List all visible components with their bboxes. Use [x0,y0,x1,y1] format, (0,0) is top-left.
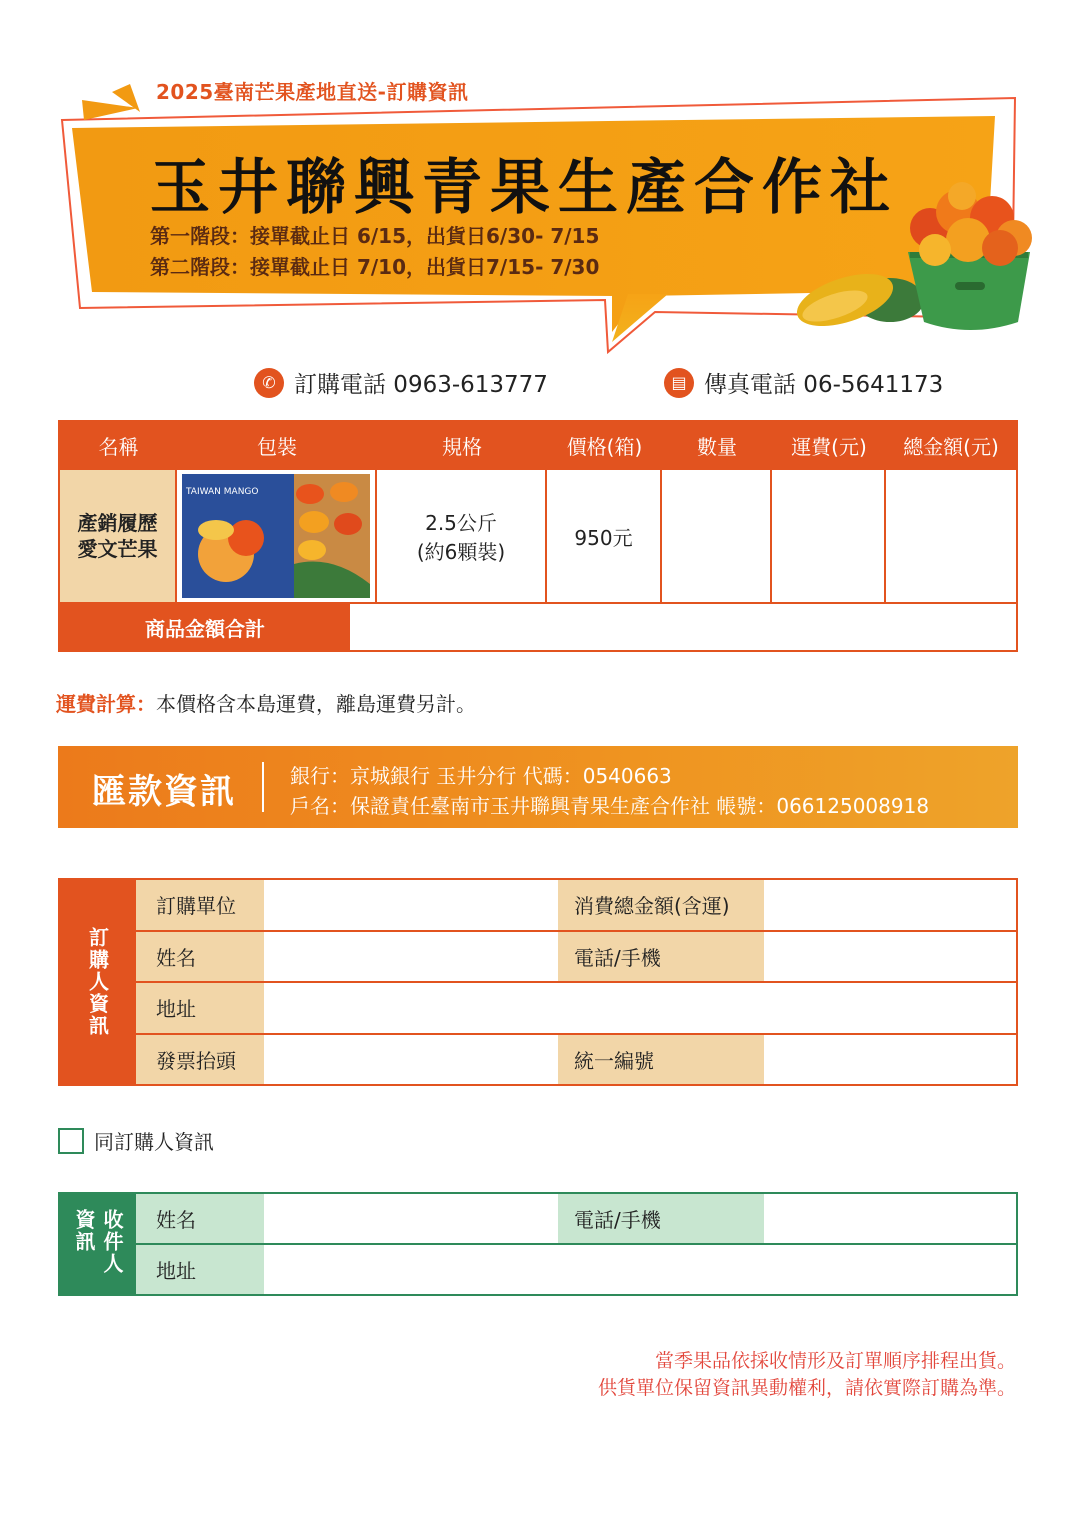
orderer-address-label: 地址 [136,983,264,1033]
column-header-shipping: 運費(元) [791,434,867,459]
recipient-section-label [60,1194,136,1294]
product-name-cell [60,470,177,602]
fax-icon: ▤ [664,368,694,398]
spec-line2: (約6顆裝) [416,540,506,564]
product-spec-cell [377,470,547,602]
bank-info-banner [58,746,1018,828]
form-row [136,1194,1016,1243]
recipient-section-text: 收件人資訊 [72,1209,124,1275]
shipping-fee-field[interactable] [772,470,886,602]
phase-2-schedule: 第二階段：接單截止日 7/10，出貨日7/15- 7/30 [150,255,600,279]
bank-account: 戶名：保證責任臺南市玉井聯興青果生產合作社 帳號：066125008918 [290,794,930,818]
order-total-field[interactable] [764,880,1016,930]
order-phone-text: 訂購電話 0963-613777 [294,372,548,398]
fax-phone [664,366,943,399]
orderer-name-label: 姓名 [136,932,264,982]
form-row [136,930,1016,982]
recipient-name-label: 姓名 [136,1194,264,1243]
bank-info-title: 匯款資訊 [92,772,236,812]
column-header-total: 總金額(元) [903,434,999,459]
order-total-label: 消費總金額(含運) [558,880,764,930]
same-as-orderer[interactable] [58,1126,214,1155]
tax-id-label: 統一編號 [558,1035,764,1085]
form-row [136,1243,1016,1294]
orderer-name-field[interactable] [264,932,558,982]
phone-icon: ✆ [254,368,284,398]
quantity-field[interactable] [662,470,772,602]
column-header-name: 名稱 [98,434,139,459]
subtotal-label: 商品金額合計 [60,604,350,650]
recipient-info-form [58,1192,1018,1296]
orderer-address-field[interactable] [264,983,1016,1033]
column-header-price: 價格(箱) [566,434,643,459]
column-header-quantity: 數量 [697,434,737,459]
spec-line1: 2.5公斤 [425,511,497,535]
form-row [136,880,1016,930]
shipping-note-label: 運費計算： [56,692,156,716]
same-as-label: 同訂購人資訊 [94,1130,214,1154]
recipient-address-label: 地址 [136,1245,264,1294]
orderer-phone-field[interactable] [764,932,1016,982]
bank-name-code: 銀行：京城銀行 玉井分行 代碼：0540663 [290,764,672,788]
product-name-line1: 產銷履歷 [77,511,158,535]
divider [262,762,264,812]
subtotal-row [60,602,1016,650]
eyebrow-title: 2025臺南芒果產地直送-訂購資訊 [156,80,469,104]
recipient-name-field[interactable] [264,1194,558,1243]
form-row [136,1033,1016,1085]
same-as-checkbox[interactable] [58,1128,84,1154]
product-package-image [177,470,377,602]
column-header-spec: 規格 [442,434,482,459]
form-row [136,981,1016,1033]
orderer-phone-label: 電話/手機 [558,932,764,982]
shipping-note-text: 本價格含本島運費，離島運費另計。 [156,692,476,716]
product-table-header [60,422,1016,468]
product-table [58,420,1018,652]
invoice-title-field[interactable] [264,1035,558,1085]
invoice-title-label: 發票抬頭 [136,1035,264,1085]
mango-box-photo [182,474,370,598]
recipient-phone-field[interactable] [764,1194,1016,1243]
total-amount-field[interactable] [886,470,1016,602]
product-name-line2: 愛文芒果 [77,537,158,561]
product-price-cell: 950元 [547,470,662,602]
phase-1-schedule: 第一階段：接單截止日 6/15，出貨日6/30- 7/15 [150,224,600,248]
recipient-address-field[interactable] [264,1245,1016,1294]
order-unit-label: 訂購單位 [136,880,264,930]
orderer-section-text: 訂購人資訊 [85,927,110,1037]
order-phone [254,366,548,399]
orderer-info-form [58,878,1018,1086]
page-title: 玉井聯興青果生產合作社 [150,153,898,223]
order-unit-field[interactable] [264,880,558,930]
fax-phone-text: 傳真電話 06-5641173 [704,372,944,398]
orderer-section-label [60,880,136,1084]
shipping-note [56,688,476,717]
table-row [60,468,1016,602]
subtotal-field[interactable] [350,604,1016,650]
tax-id-field[interactable] [764,1035,1016,1085]
footnote-shipping-schedule: 當季果品依採收情形及訂單順序排程出貨。 [654,1350,1016,1372]
recipient-phone-label: 電話/手機 [558,1194,764,1243]
footnote-rights-reserved: 供貨單位保留資訊異動權利，請依實際訂購為準。 [597,1377,1016,1399]
package-art-text: TAIWAN MANGO [186,487,259,497]
column-header-package: 包裝 [257,434,297,459]
